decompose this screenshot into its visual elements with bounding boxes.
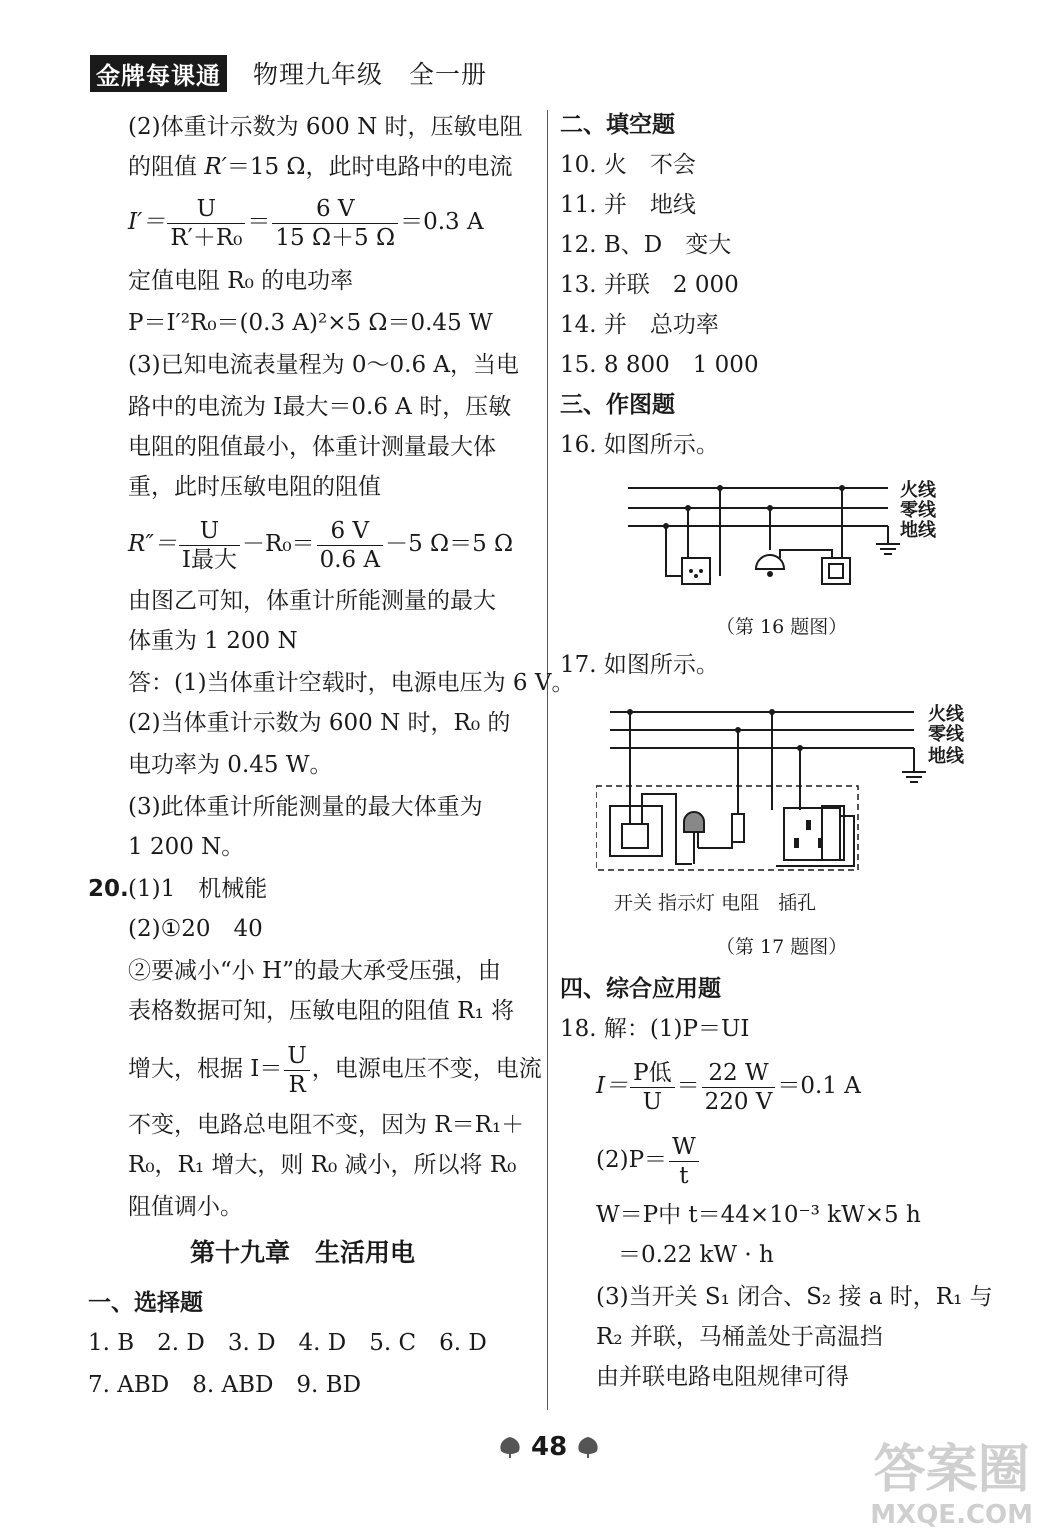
left-line-6: (3)已知电流表量程为 0～0.6 A，当电 [128,352,520,378]
fraction: $\frac{\text{P低}}{U}$ [630,1059,674,1116]
left-line-8: 电阻的阻值最小，体重计测量最大体 [128,434,496,460]
fraction: $\frac{U}{\text{I最大}}$ [179,517,240,574]
fraction: $\frac{U}{\text{R′＋R₀}}$ [167,195,245,252]
column-divider [547,110,548,1410]
equation-power-18: (2)P＝ $\frac{W}{t}$ [596,1130,701,1190]
q20-line-7: R₀，R₁ 增大，则 R₀ 减小，所以将 R₀ [128,1152,517,1178]
left-line-9: 重，此时压敏电阻的阻值 [128,474,381,500]
fig17-live-label: 火线 [928,704,964,725]
book-subtitle: 物理九年级 全一册 [253,60,488,89]
fraction: $\frac{U}{R}$ [284,1042,309,1099]
equation-energy: W＝P中 t＝44×10⁻³ kW×5 h [596,1202,921,1228]
page-header [90,56,487,90]
left-line-15: 电功率为 0.45 W。 [128,752,333,778]
answer-14: 14. 并 总功率 [560,312,719,338]
q20-line-2: (2)①20 40 [128,916,263,942]
watermark-url: MXQE.COM [870,1500,1033,1530]
answer-10: 10. 火 不会 [560,152,696,178]
fig16-ground-label: 地线 [900,520,936,541]
left-line-14: (2)当体重计示数为 600 N 时，R₀ 的 [128,710,511,736]
left-line-1: (2)体重计示数为 600 N 时，压敏电阻 [128,114,523,140]
answer-16: 16. 如图所示。 [560,432,719,458]
fig17-neutral-label: 零线 [928,724,964,745]
answer-13: 13. 并联 2 000 [560,272,739,298]
left-line-13: 答：(1)当体重计空载时，电源电压为 6 V。 [128,670,575,696]
leaf-ornament-icon [497,1435,523,1459]
choice-answers-2: 7. ABD 8. ABD 9. BD [88,1372,362,1398]
equation-energy-result: ＝0.22 kW · h [618,1242,774,1268]
answer-11: 11. 并 地线 [560,192,696,218]
left-line-17: 1 200 N。 [128,834,245,860]
answer-17: 17. 如图所示。 [560,652,719,678]
left-line-11: 由图乙可知，体重计所能测量的最大 [128,588,496,614]
section-heading-fill: 二、填空题 [560,112,675,138]
q20-line-8: 阻值调小。 [128,1194,243,1220]
figure-16-caption: （第 16 题图） [716,616,848,638]
q20-line-4: 表格数据可知，压敏电阻的阻值 R₁ 将 [128,998,515,1024]
equation-current: I′＝ $\frac{U}{\text{R′＋R₀}}$ ＝ $\frac{6 V}{15 \Omega+5 \Omega}$ ＝0.3 A [128,195,484,251]
figure-17-component-labels: 开关 指示灯 电阻 插孔 [614,892,817,914]
fig17-ground-label: 地线 [928,746,964,767]
q20-line-1: (1)1 机械能 [128,876,268,902]
fig16-live-label: 火线 [900,480,936,501]
left-line-2: 的阻值 R′＝15 Ω，此时电路中的电流 [128,154,513,180]
choice-answers-1: 1. B 2. D 3. D 4. D 5. C 6. D [88,1330,487,1356]
fig16-neutral-label: 零线 [900,500,936,521]
equation-power: P＝I′²R₀＝(0.3 A)²×5 Ω＝0.45 W [128,310,493,336]
page-number-text: 48 [531,1432,568,1462]
section-heading-choice: 一、选择题 [88,1290,203,1316]
chapter-title: 第十九章 生活用电 [190,1238,416,1267]
q20-line-3: ②要减小“小 H”的最大承受压强，由 [128,958,501,984]
q20-line-6: 不变，电路总电阻不变，因为 R＝R₁＋ [128,1112,525,1138]
fraction: $\frac{6 V}{0.6 A}$ [317,517,384,574]
brand-badge: 金牌每课通 [90,55,227,92]
answer-18-line-1: 18. 解：(1)P＝UI [560,1016,750,1042]
watermark-logo: 答案圈 [873,1440,1030,1500]
equation-resistance: R″＝ $\frac{U}{\text{I最大}}$ －R₀＝ $\frac{6 V}{0.6 A}$ －5 Ω＝5 Ω [128,517,514,573]
fraction: $\frac{22 W}{220 V}$ [702,1059,776,1116]
equation-current-18: I＝ $\frac{\text{P低}}{U}$ ＝ $\frac{22 W}{220 V}$ ＝0.1 A [596,1059,861,1115]
fraction: $\frac{6 V}{15 \Omega+5 \Omega}$ [272,195,398,252]
left-line-7: 路中的电流为 I最大＝0.6 A 时，压敏 [128,394,512,420]
answer-12: 12. B、D 变大 [560,232,732,258]
left-line-4: 定值电阻 R₀ 的电功率 [128,268,354,294]
figure-17-caption: （第 17 题图） [716,936,848,958]
answer-18-part3-line-2: R₂ 并联，马桶盖处于高温挡 [596,1324,883,1350]
page-number [497,1432,601,1462]
left-line-16: (3)此体重计所能测量的最大体重为 [128,794,483,820]
figure-17-circuit [596,698,926,878]
watermark [870,1440,1033,1530]
fraction: $\frac{W}{t}$ [669,1133,699,1190]
answer-15: 15. 8 800 1 000 [560,352,759,378]
answer-18-part3-line-3: 由并联电路电阻规律可得 [596,1364,849,1390]
section-heading-drawing: 三、作图题 [560,392,675,418]
leaf-ornament-icon [575,1435,601,1459]
section-heading-application: 四、综合应用题 [560,976,721,1002]
question-20-number: 20. [88,876,129,902]
answer-18-part3-line-1: (3)当开关 S₁ 闭合、S₂ 接 a 时，R₁ 与 [596,1284,993,1310]
q20-line-5: 增大，根据 I＝ $\frac{U}{R}$ ，电源电压不变，电流 [128,1042,542,1098]
left-line-12: 体重为 1 200 N [128,628,298,654]
